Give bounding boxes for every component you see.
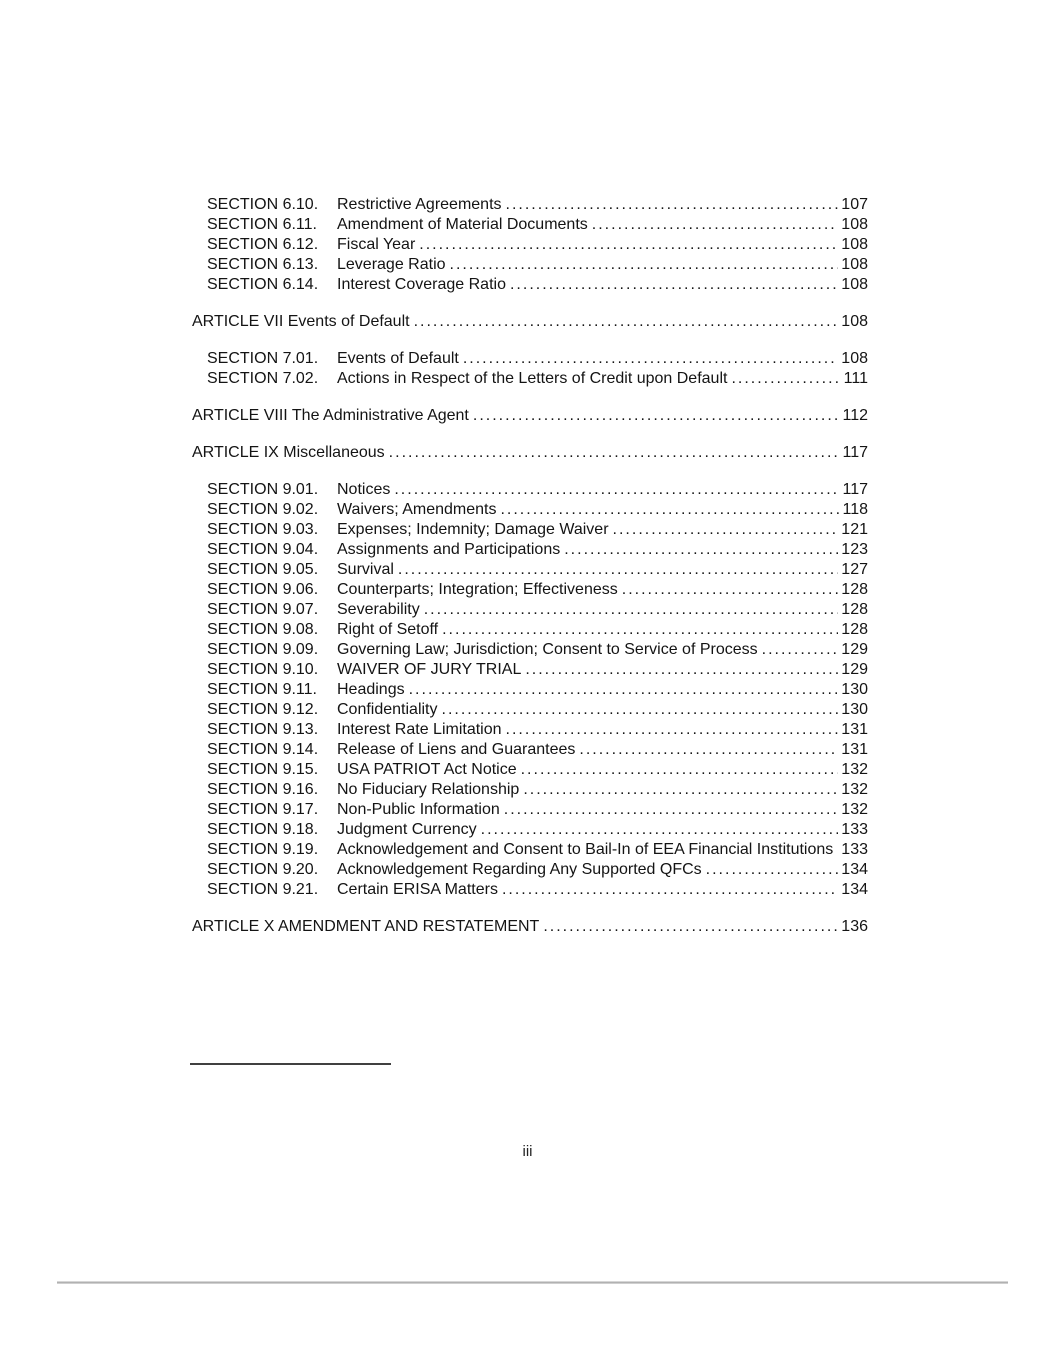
toc-entry-label: SECTION 9.10. [207, 661, 319, 678]
toc-entry-label: SECTION 9.18. [207, 821, 319, 838]
toc-entry-title: Amendment of Material Documents [337, 216, 588, 233]
toc-entry-title: Actions in Respect of the Letters of Credit upon Default [337, 370, 728, 387]
dot-leader [579, 740, 838, 760]
dot-leader [419, 235, 838, 255]
toc-entry [192, 215, 868, 235]
toc-entry-label: SECTION 9.04. [207, 541, 319, 558]
dot-leader [424, 600, 839, 620]
toc-entry-page-number: 108 [841, 216, 868, 233]
toc-entry-page-number: 108 [841, 313, 868, 330]
toc-entry-label: SECTION 9.06. [207, 581, 319, 598]
toc-entry [192, 540, 868, 560]
dot-leader [592, 215, 839, 235]
toc-entry-title: Leverage Ratio [337, 256, 446, 273]
toc-entry-title: Non-Public Information [337, 801, 500, 818]
toc-entry-title: Governing Law; Jurisdiction; Consent to Service of Process [337, 641, 758, 658]
dot-leader [442, 620, 838, 640]
dot-leader [414, 312, 839, 332]
toc-entry [192, 560, 868, 580]
toc-entry-page-number: 128 [841, 621, 868, 638]
dot-leader [504, 800, 839, 820]
toc-entry-page-number: 123 [841, 541, 868, 558]
toc-entry-title: Events of Default [337, 350, 459, 367]
dot-leader [409, 680, 839, 700]
toc-entry-page-number: 132 [841, 801, 868, 818]
toc-entry-page-number: 108 [841, 350, 868, 367]
toc-entry [192, 660, 868, 680]
toc-entry-title: Counterparts; Integration; Effectiveness [337, 581, 618, 598]
toc-entry-page-number: 111 [843, 370, 868, 387]
dot-leader [463, 349, 838, 369]
toc-entry-page-number: 132 [841, 761, 868, 778]
toc-entry-page-number: 108 [841, 236, 868, 253]
toc-entry-page-number: 117 [842, 481, 868, 498]
dot-leader [731, 369, 840, 389]
toc-entry [192, 880, 868, 900]
dot-leader [613, 520, 839, 540]
dot-leader [473, 406, 840, 426]
toc-entry-label: SECTION 9.05. [207, 561, 319, 578]
toc-entry-page-number: 131 [841, 741, 868, 758]
toc-entry [192, 917, 868, 937]
toc-entry-page-number: 128 [841, 601, 868, 618]
toc-entry [192, 720, 868, 740]
toc-entry [192, 406, 868, 426]
toc-entry-label: SECTION 9.20. [207, 861, 319, 878]
toc-entry-title: Certain ERISA Matters [337, 881, 498, 898]
toc-entry-page-number: 121 [841, 521, 868, 538]
toc-entry-title: Fiscal Year [337, 236, 416, 253]
toc-entry-title: Notices [337, 481, 391, 498]
dot-leader [510, 275, 838, 295]
toc-entry [192, 520, 868, 540]
toc-entry [192, 443, 868, 463]
toc-entry-label: SECTION 9.13. [207, 721, 319, 738]
dot-leader [398, 560, 838, 580]
toc-entry-page-number: 108 [841, 276, 868, 293]
toc-entry-title: ARTICLE X AMENDMENT AND RESTATEMENT [192, 918, 540, 935]
toc-entry-title: Acknowledgement Regarding Any Supported QFCs [337, 861, 702, 878]
toc-entry [192, 349, 868, 369]
toc-entry-title: Interest Coverage Ratio [337, 276, 506, 293]
toc-entry-title: Headings [337, 681, 405, 698]
dot-leader [506, 195, 839, 215]
toc-entry-title: Acknowledgement and Consent to Bail-In of EEA Financial Institutions [337, 841, 834, 858]
dot-leader [481, 820, 839, 840]
page-number-footer: iii [522, 1143, 533, 1160]
toc-entry-title: Assignments and Participations [337, 541, 561, 558]
toc-entry-page-number: 129 [841, 641, 868, 658]
dot-leader [394, 480, 839, 500]
dot-leader [521, 760, 839, 780]
toc-entry-label: SECTION 9.01. [207, 481, 319, 498]
toc-entry-page-number: 112 [842, 407, 868, 424]
table-of-contents [192, 195, 868, 937]
toc-entry [192, 235, 868, 255]
footnote-separator-rule [190, 1063, 391, 1065]
toc-entry [192, 780, 868, 800]
toc-entry-page-number: 107 [841, 196, 868, 213]
toc-entry-page-number: 134 [841, 881, 868, 898]
toc-entry [192, 840, 868, 860]
toc-entry-label: SECTION 6.13. [207, 256, 319, 273]
toc-entry [192, 820, 868, 840]
toc-entry-title: Survival [337, 561, 394, 578]
toc-entry-page-number: 132 [841, 781, 868, 798]
toc-entry-title: USA PATRIOT Act Notice [337, 761, 517, 778]
toc-entry-page-number: 118 [842, 501, 868, 518]
toc-entry [192, 480, 868, 500]
toc-entry-label: SECTION 9.19. [207, 841, 319, 858]
toc-entry-page-number: 134 [841, 861, 868, 878]
toc-entry-title: Waivers; Amendments [337, 501, 497, 518]
dot-leader [622, 580, 839, 600]
toc-entry-page-number: 108 [841, 256, 868, 273]
toc-entry [192, 640, 868, 660]
toc-entry-title: ARTICLE VII Events of Default [192, 313, 410, 330]
toc-entry-title: Severability [337, 601, 420, 618]
dot-leader [523, 780, 838, 800]
toc-entry-label: SECTION 7.02. [207, 370, 319, 387]
toc-entry-page-number: 133 [841, 821, 868, 838]
toc-entry [192, 800, 868, 820]
toc-entry [192, 369, 868, 389]
toc-entry [192, 580, 868, 600]
toc-entry-page-number: 131 [841, 721, 868, 738]
toc-entry-page-number: 117 [842, 444, 868, 461]
toc-entry-label: SECTION 9.09. [207, 641, 319, 658]
toc-entry-label: SECTION 6.14. [207, 276, 319, 293]
toc-entry-label: SECTION 9.03. [207, 521, 319, 538]
dot-leader [543, 917, 838, 937]
dot-leader [525, 660, 838, 680]
toc-entry [192, 700, 868, 720]
toc-entry-label: SECTION 6.12. [207, 236, 319, 253]
toc-entry [192, 195, 868, 215]
dot-leader [450, 255, 839, 275]
toc-entry [192, 275, 868, 295]
toc-entry-page-number: 130 [841, 681, 868, 698]
toc-entry-label: SECTION 9.15. [207, 761, 319, 778]
toc-entry-label: SECTION 9.14. [207, 741, 319, 758]
toc-entry-title: WAIVER OF JURY TRIAL [337, 661, 522, 678]
toc-entry-label: SECTION 9.11. [207, 681, 317, 698]
toc-entry [192, 740, 868, 760]
dot-leader [564, 540, 838, 560]
toc-entry-title: ARTICLE IX Miscellaneous [192, 444, 385, 461]
toc-entry-page-number: 127 [841, 561, 868, 578]
toc-entry-label: SECTION 9.17. [207, 801, 319, 818]
toc-entry [192, 680, 868, 700]
toc-entry-page-number: 136 [841, 918, 868, 935]
toc-entry [192, 760, 868, 780]
toc-entry-title: Release of Liens and Guarantees [337, 741, 576, 758]
toc-entry-label: SECTION 9.12. [207, 701, 319, 718]
toc-entry-title: Restrictive Agreements [337, 196, 502, 213]
toc-entry-title: Confidentiality [337, 701, 438, 718]
toc-entry-page-number: 130 [841, 701, 868, 718]
toc-entry [192, 255, 868, 275]
toc-entry-label: SECTION 9.16. [207, 781, 319, 798]
dot-leader [837, 840, 838, 860]
page-boundary-separator-line [57, 1281, 1008, 1284]
toc-entry-page-number: 129 [841, 661, 868, 678]
dot-leader [506, 720, 839, 740]
dot-leader [500, 500, 839, 520]
toc-entry-title: ARTICLE VIII The Administrative Agent [192, 407, 469, 424]
toc-entry-page-number: 128 [841, 581, 868, 598]
toc-entry-title: No Fiduciary Relationship [337, 781, 520, 798]
toc-entry [192, 312, 868, 332]
dot-leader [502, 880, 838, 900]
toc-entry-title: Judgment Currency [337, 821, 477, 838]
toc-entry [192, 860, 868, 880]
dot-leader [706, 860, 839, 880]
dot-leader [389, 443, 840, 463]
dot-leader [442, 700, 839, 720]
toc-entry-label: SECTION 7.01. [207, 350, 319, 367]
toc-entry-label: SECTION 9.21. [207, 881, 319, 898]
toc-entry [192, 600, 868, 620]
toc-entry [192, 500, 868, 520]
toc-entry-title: Expenses; Indemnity; Damage Waiver [337, 521, 609, 538]
toc-entry-label: SECTION 6.10. [207, 196, 319, 213]
toc-entry-label: SECTION 9.07. [207, 601, 319, 618]
dot-leader [762, 640, 839, 660]
toc-entry-label: SECTION 6.11. [207, 216, 317, 233]
toc-entry-label: SECTION 9.02. [207, 501, 319, 518]
toc-entry-page-number: 133 [841, 841, 868, 858]
toc-entry-label: SECTION 9.08. [207, 621, 319, 638]
toc-entry [192, 620, 868, 640]
toc-entry-title: Right of Setoff [337, 621, 439, 638]
toc-entry-title: Interest Rate Limitation [337, 721, 502, 738]
